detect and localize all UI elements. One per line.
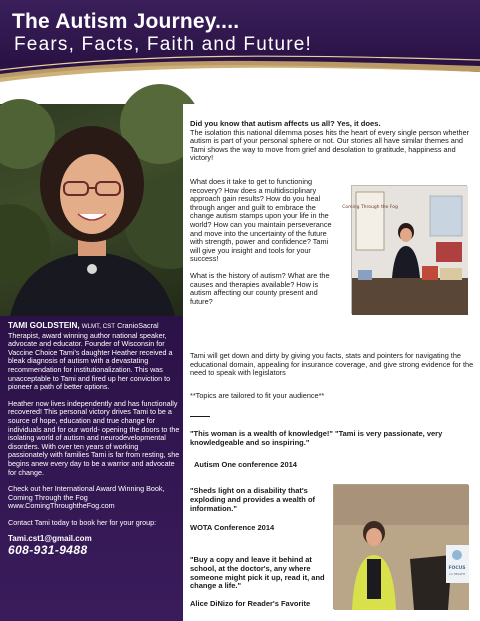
page-title: The Autism Journey.... <box>12 10 240 33</box>
contact-email[interactable]: Tami.cst1@gmail.com <box>8 534 92 544</box>
testimonial-source-2: WOTA Conference 2014 <box>190 523 275 532</box>
testimonial-quote-3: "Buy a copy and leave it behind at school, at the doctor's, any where someone might pick it up, read it, and change a life." <box>190 555 325 591</box>
bio-paragraph-2: Heather now lives independently and has functionally recovered! This personal victory drives Tami to be a source of hope, education and true change for individuals and for our world- opening the doors to the isolating world of autism and neurodevelopmental disorders. With over ten years of working passionately with families Tami is far from resting, she begins anew every day to be a warrior and advocate for change. <box>8 398 180 477</box>
testimonial-source-1: Autism One conference 2014 <box>194 460 297 469</box>
questions-section <box>190 178 338 314</box>
speaking-photo <box>333 484 468 609</box>
portrait-illustration <box>0 104 183 316</box>
questions-block-2: What is the history of autism? What are the causes and therapies available? How is autism affecting our county present and future? <box>190 270 330 306</box>
bio-paragraph-4: Contact Tami today to book her for your group: <box>8 517 157 527</box>
intro-section <box>190 120 475 163</box>
testimonial-source-3: Alice DiNizo for Reader's Favorite <box>190 599 311 608</box>
divider <box>190 416 210 417</box>
questions-block-1: What does it take to get to functioning recovery? How does a multidisciplinary approach gain results? How do you heal through anger and guilt to embrace the change autism stamps upon your life in the world? How can you maintain perseverance and move into the uncertainty of the future with strength, power and confidence? Tami will give you insight and tools for your success! <box>190 177 332 264</box>
booth-illustration <box>342 186 468 315</box>
bio-paragraph-1: CranioSacral Therapist, award winning author national speaker, advocate and educator. Founder of Wisconsin for Vaccine Choice Tami's daughter Heather received a bleak diagnosis of autism with a devastating recommendation for institutionalization. This was unacceptable to Tami and fired up her conviction to pioneer a path of better options. <box>8 321 173 392</box>
bio-section <box>8 321 180 558</box>
speaker-credentials: WLMT, CST <box>81 323 116 330</box>
header-banner <box>0 0 480 104</box>
testimonial-quote-2: "Sheds light on a disability that's exploding and provides a wealth of information." <box>190 486 316 513</box>
bio-paragraph-3: Check out her International Award Winning Book, Coming Through the Fog www.ComingThroughtheFog.com <box>8 484 165 511</box>
contact-phone[interactable]: 608-931-9488 <box>8 543 88 558</box>
right-column <box>183 104 480 621</box>
page-subtitle: Fears, Facts, Faith and Future! <box>14 34 313 55</box>
focus-banner-text: FOCUS <box>448 566 466 571</box>
intro-lead: Did you know that autism affects us all? Yes, it does. <box>190 119 381 128</box>
booth-photo <box>342 185 467 314</box>
speaking-illustration <box>334 485 469 610</box>
portrait-photo <box>0 104 183 316</box>
speaker-name: TAMI GOLDSTEIN, <box>8 321 80 330</box>
body-paragraph: Tami will get down and dirty by giving you facts, stats and pointers for navigating the educational domain, appealing for insurance coverage, and give strong evidence for the need to speak with legislators <box>190 351 474 378</box>
focus-banner-subtext: on HEALTH <box>448 572 466 576</box>
testimonial-quote-1: "This woman is a wealth of knowledge!" "Tami is very passionate, very knowledgeable and so inspiring." <box>190 429 443 447</box>
intro-text: The isolation this national dilemma poses hits the heart of every single person whether autism is part of your personal sphere or not. Our stories all have similar themes and Tami shows the way to move from grief and desolation to gratitude, happiness and victory! <box>190 127 470 163</box>
topics-note: **Topics are tailored to fit your audience** <box>190 391 325 400</box>
book-cover-text: Coming Through the Fog <box>342 205 398 210</box>
left-column <box>0 104 183 621</box>
